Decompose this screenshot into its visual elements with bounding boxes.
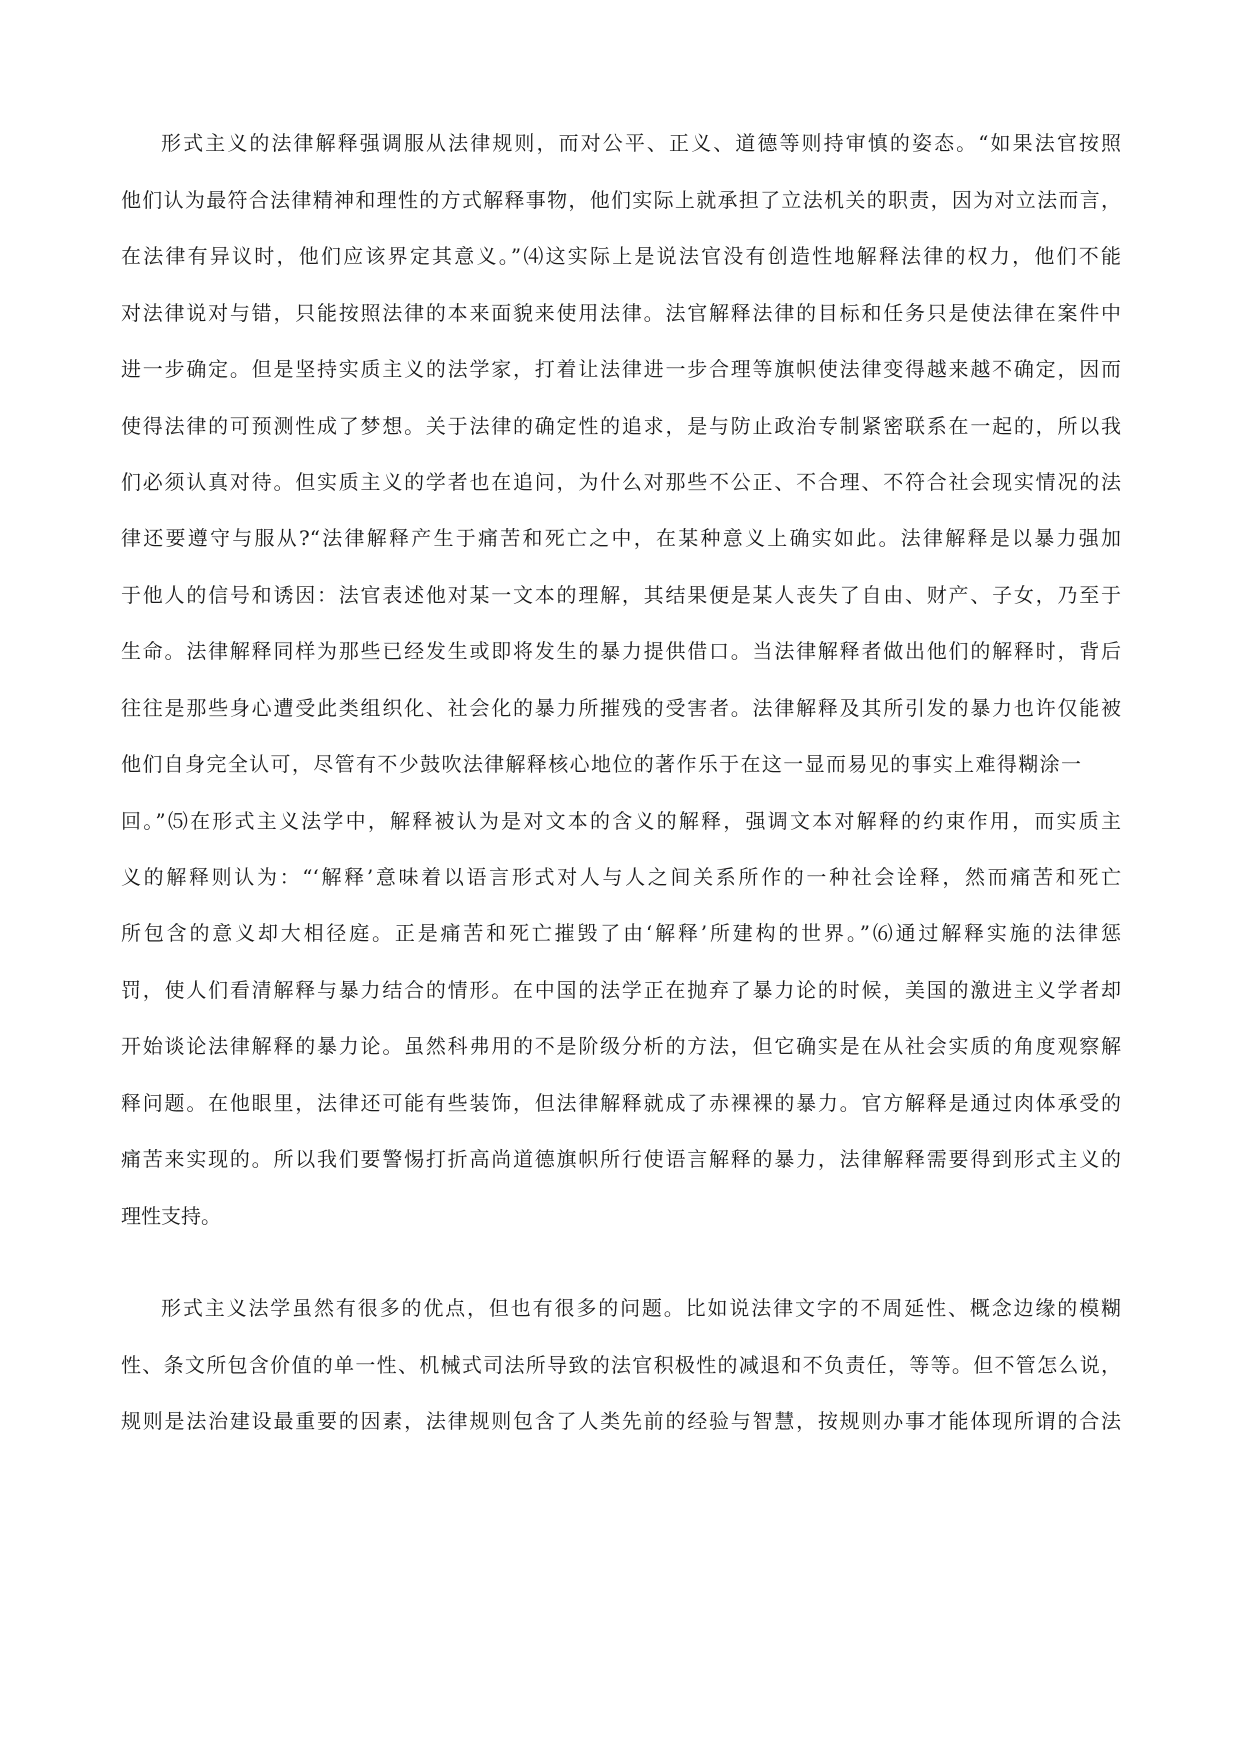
paragraph-1-line-7: 们必须认真对待。但实质主义的学者也在追问，为什么对那些不公正、不合理、不符合社会现实情况的法 <box>121 470 1121 494</box>
paragraph-1-line-10: 生命。法律解释同样为那些已经发生或即将发生的暴力提供借口。当法律解释者做出他们的解释时，背后 <box>121 639 1121 663</box>
paragraph-1-line-19: 痛苦来实现的。所以我们要警惕打折高尚道德旗帜所行使语言解释的暴力，法律解释需要得到形式主义的 <box>121 1147 1121 1171</box>
paragraph-1-line-4: 对法律说对与错，只能按照法律的本来面貌来使用法律。法官解释法律的目标和任务只是使法律在案件中 <box>121 301 1121 325</box>
paragraph-1-line-6: 使得法律的可预测性成了梦想。关于法律的确定性的追求，是与防止政治专制紧密联系在一起的，所以我 <box>121 414 1121 438</box>
paragraph-1-line-14: 义的解释则认为：“‘解释’意味着以语言形式对人与人之间关系所作的一种社会诠释，然而痛苦和死亡 <box>121 865 1121 889</box>
paragraph-1-line-9: 于他人的信号和诱因：法官表述他对某一文本的理解，其结果便是某人丧失了自由、财产、子女，乃至于 <box>121 583 1121 607</box>
paragraph-1-line-12: 他们自身完全认可，尽管有不少鼓吹法律解释核心地位的著作乐于在这一显而易见的事实上难得糊涂一 <box>121 752 1081 776</box>
paragraph-2-line-2: 性、条文所包含价值的单一性、机械式司法所导致的法官积极性的减退和不负责任，等等。但不管怎么说， <box>121 1353 1121 1377</box>
paragraph-1-line-2: 他们认为最符合法律精神和理性的方式解释事物，他们实际上就承担了立法机关的职责，因为对立法而言， <box>121 188 1121 212</box>
paragraph-1-line-17: 开始谈论法律解释的暴力论。虽然科弗用的不是阶级分析的方法，但它确实是在从社会实质的角度观察解 <box>121 1034 1121 1058</box>
paragraph-1-line-20: 理性支持。 <box>121 1204 221 1228</box>
paragraph-1-line-8: 律还要遵守与服从?“法律解释产生于痛苦和死亡之中，在某种意义上确实如此。法律解释是以暴力强加 <box>121 526 1121 550</box>
paragraph-1-line-5: 进一步确定。但是坚持实质主义的法学家，打着让法律进一步合理等旗帜使法律变得越来越不确定，因而 <box>121 357 1121 381</box>
paragraph-1-line-13: 回。”⑸在形式主义法学中，解释被认为是对文本的含义的解释，强调文本对解释的约束作用，而实质主 <box>121 809 1121 833</box>
paragraph-1-line-11: 往往是那些身心遭受此类组织化、社会化的暴力所摧残的受害者。法律解释及其所引发的暴力也许仅能被 <box>121 696 1121 720</box>
paragraph-2-line-1: 形式主义法学虽然有很多的优点，但也有很多的问题。比如说法律文字的不周延性、概念边缘的模糊 <box>161 1296 1121 1320</box>
paragraph-1-line-16: 罚，使人们看清解释与暴力结合的情形。在中国的法学正在抛弃了暴力论的时候，美国的激进主义学者却 <box>121 978 1121 1002</box>
paragraph-1-line-15: 所包含的意义却大相径庭。正是痛苦和死亡摧毁了由‘解释’所建构的世界。”⑹通过解释实施的法律惩 <box>121 921 1121 945</box>
paragraph-1-line-3: 在法律有异议时，他们应该界定其意义。”⑷这实际上是说法官没有创造性地解释法律的权力，他们不能 <box>121 244 1121 268</box>
paragraph-1-line-1: 形式主义的法律解释强调服从法律规则，而对公平、正义、道德等则持审慎的姿态。“如果法官按照 <box>161 131 1121 155</box>
paragraph-1-line-18: 释问题。在他眼里，法律还可能有些装饰，但法律解释就成了赤裸裸的暴力。官方解释是通过肉体承受的 <box>121 1091 1121 1115</box>
paragraph-2-line-3: 规则是法治建设最重要的因素，法律规则包含了人类先前的经验与智慧，按规则办事才能体现所谓的合法 <box>121 1409 1121 1433</box>
